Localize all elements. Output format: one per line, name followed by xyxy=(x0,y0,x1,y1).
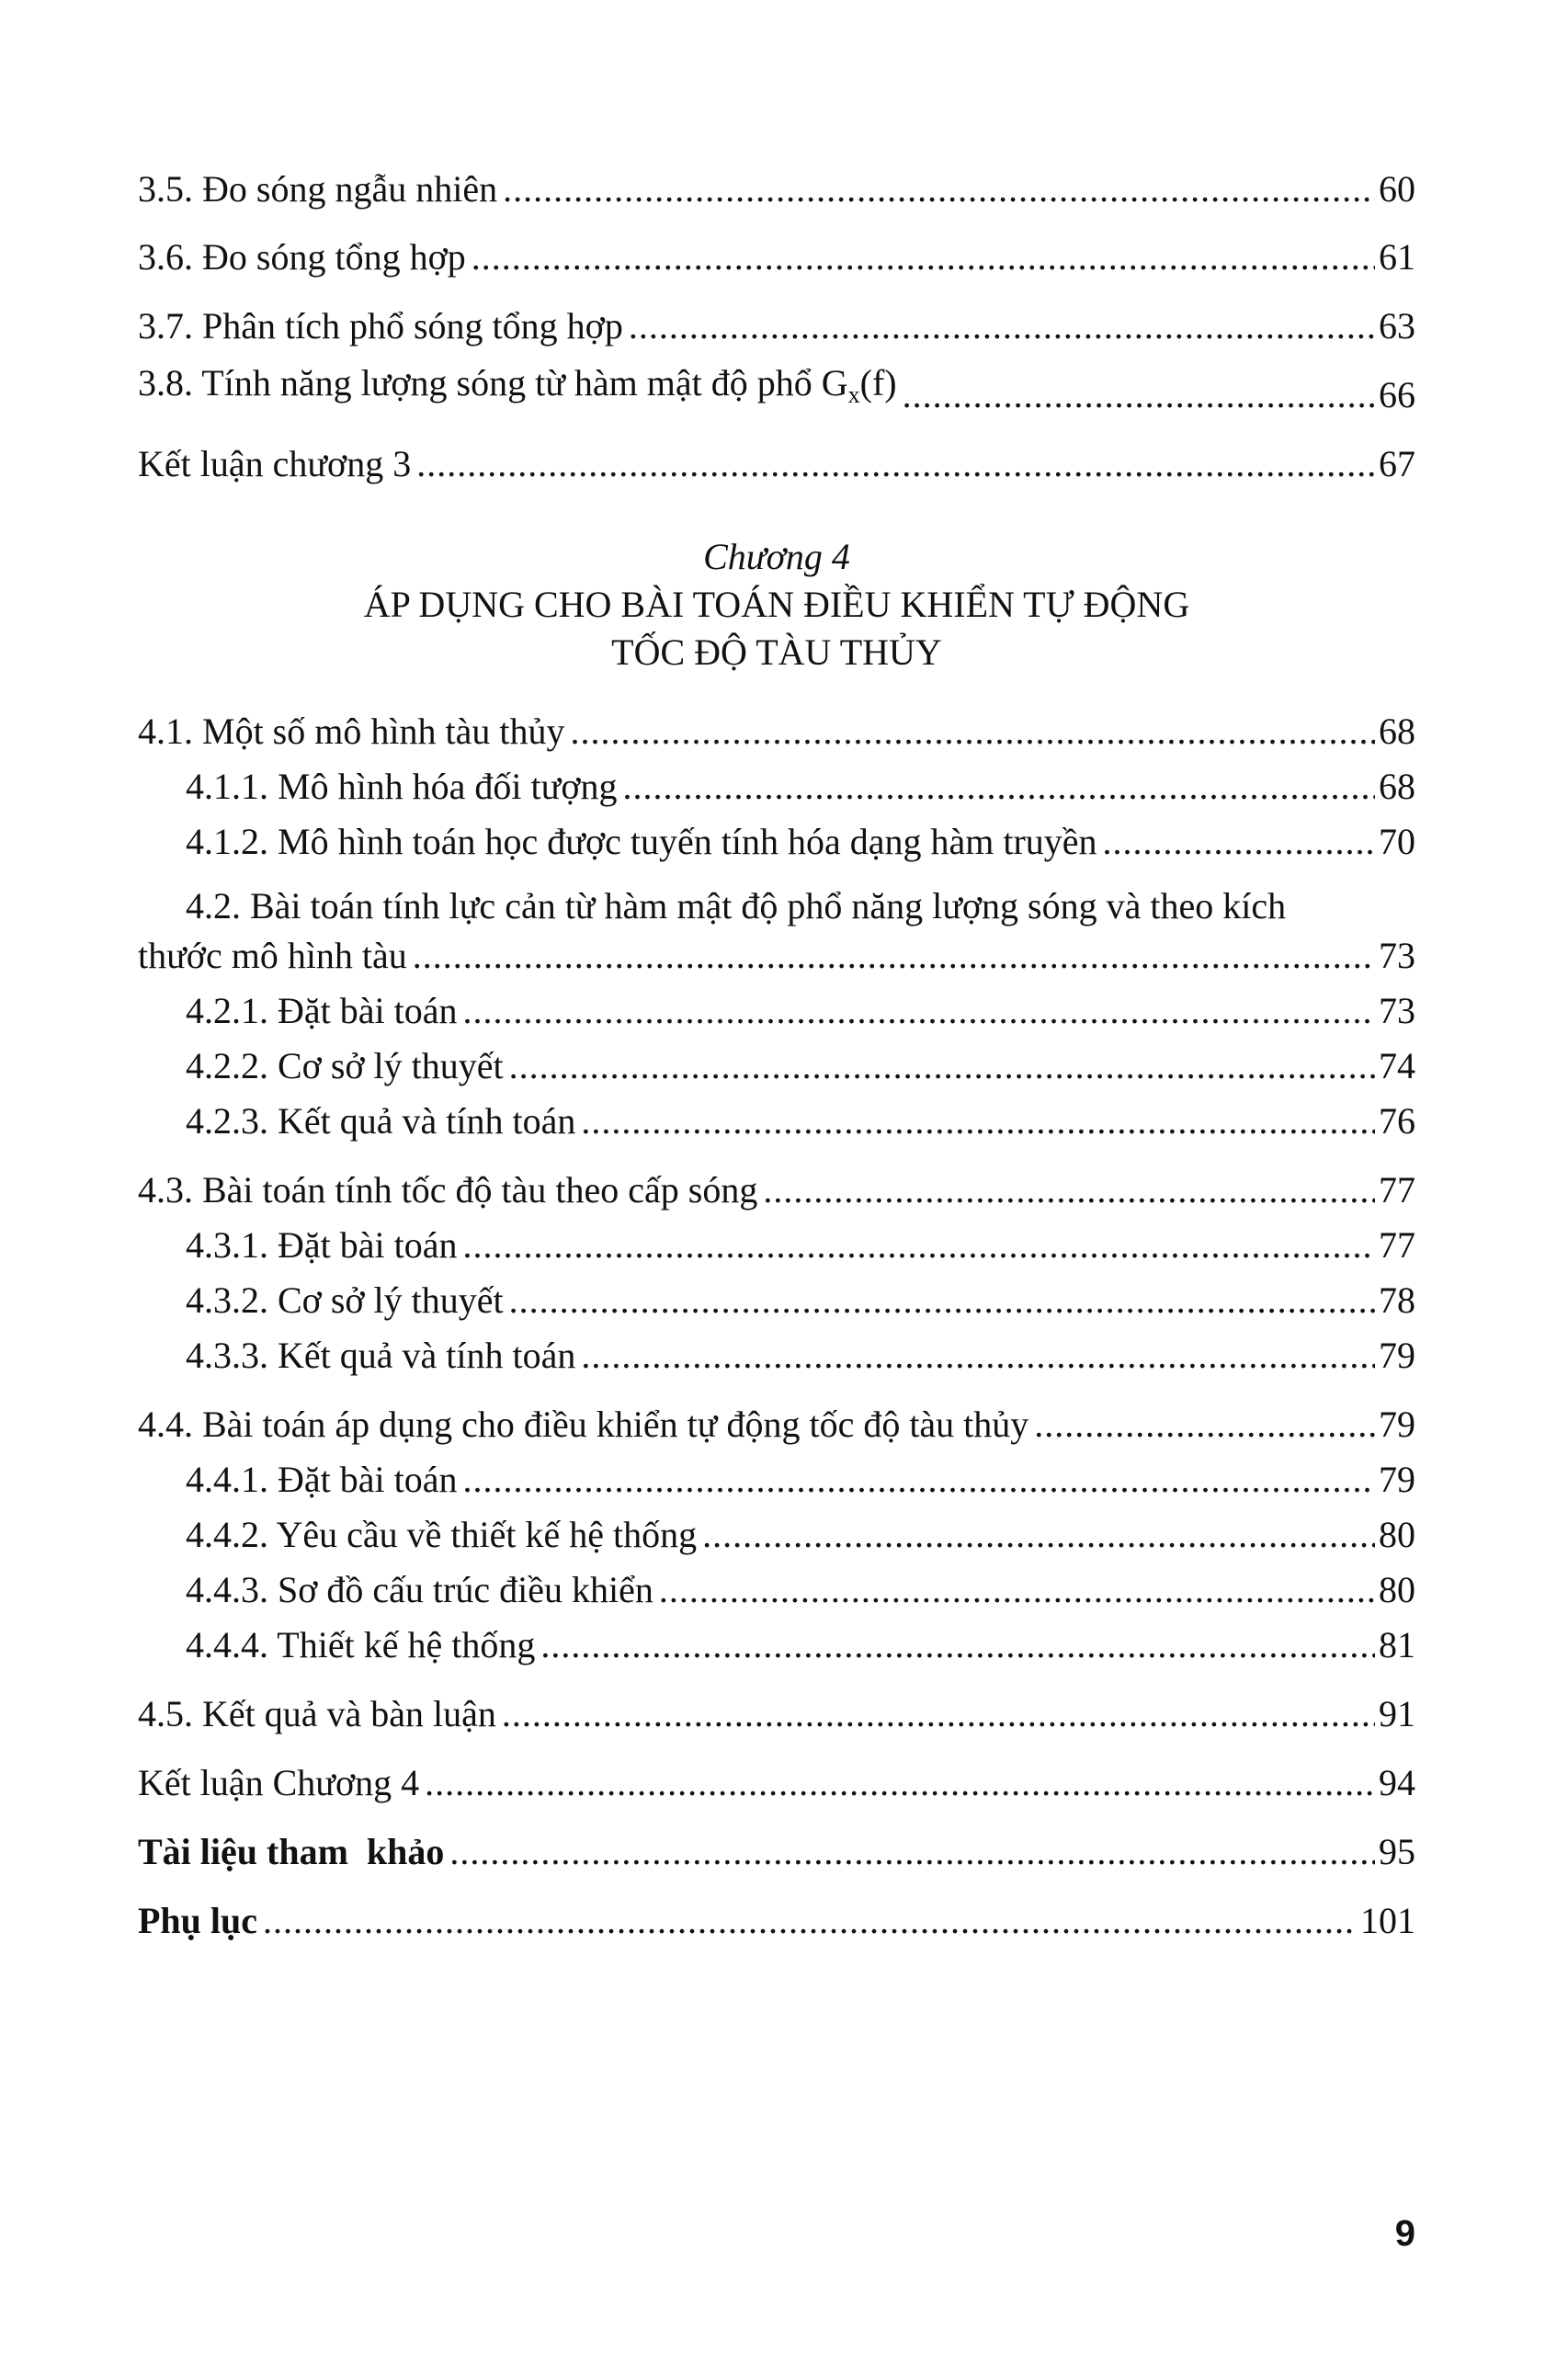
dot-leader xyxy=(503,167,1375,211)
toc-entry-page: 63 xyxy=(1379,305,1415,347)
toc-entry-page: 80 xyxy=(1379,1514,1415,1555)
chapter-number: Chương 4 xyxy=(703,536,850,577)
toc-entry-label: 4.4.1. Đặt bài toán xyxy=(186,1459,458,1500)
dot-leader xyxy=(1103,820,1375,864)
toc-entry-4-2-line-1[interactable]: 4.2. Bài toán tính lực cản từ hàm mật độ phổ năng lượng sóng và theo kích xyxy=(186,885,1287,926)
toc-entry-label: 3.8. Tính năng lượng sóng từ hàm mật độ phổ $G_x(f)$ xyxy=(138,362,897,408)
toc-entry-4-2-3[interactable] xyxy=(186,1099,1415,1143)
toc-entry-4-2-2[interactable] xyxy=(186,1044,1415,1088)
toc-entry-page: 76 xyxy=(1379,1100,1415,1142)
toc-entry-label: 4.4.3. Sơ đồ cấu trúc điều khiển xyxy=(186,1569,653,1610)
dot-leader xyxy=(425,1761,1375,1805)
toc-entry-page: 70 xyxy=(1379,821,1415,862)
dot-leader xyxy=(472,235,1375,279)
dot-leader xyxy=(763,1168,1375,1212)
toc-entry-label: Kết luận Chương 4 xyxy=(138,1762,420,1803)
toc-entry-label: 4.1.1. Mô hình hóa đối tượng xyxy=(186,766,618,807)
toc-entry-page: 78 xyxy=(1379,1279,1415,1321)
dot-leader xyxy=(263,1899,1357,1943)
toc-entry-page: 77 xyxy=(1379,1169,1415,1211)
toc-entry-3-8[interactable] xyxy=(138,362,1415,417)
toc-entry-label: 4.1. Một số mô hình tàu thủy xyxy=(138,710,565,752)
toc-entry-4-3[interactable] xyxy=(138,1168,1415,1212)
dot-leader xyxy=(416,442,1375,486)
toc-entry-ket-luan-4[interactable] xyxy=(138,1761,1415,1805)
chapter-title-line-2: TỐC ĐỘ TÀU THỦY xyxy=(611,631,942,673)
dot-leader xyxy=(502,1692,1375,1736)
toc-entry-page: 60 xyxy=(1379,168,1415,210)
toc-entry-label: 4.3. Bài toán tính tốc độ tàu theo cấp sóng xyxy=(138,1169,758,1211)
toc-entry-ket-luan-3[interactable] xyxy=(138,442,1415,486)
toc-entry-4-4[interactable] xyxy=(138,1403,1415,1447)
toc-page xyxy=(138,0,1415,2353)
dot-leader xyxy=(581,1099,1375,1143)
toc-entry-label: 3.6. Đo sóng tổng hợp xyxy=(138,236,466,278)
toc-entry-label: 4.5. Kết quả và bàn luận xyxy=(138,1693,496,1734)
dot-leader xyxy=(903,373,1375,417)
toc-entry-page: 91 xyxy=(1379,1693,1415,1734)
toc-entry-4-2-1[interactable] xyxy=(186,989,1415,1033)
page-number: 9 xyxy=(1394,2213,1415,2254)
dot-leader xyxy=(509,1279,1375,1323)
chapter-title-line-1: ÁP DỤNG CHO BÀI TOÁN ĐIỀU KHIỂN TỰ ĐỘNG xyxy=(363,584,1190,625)
dot-leader xyxy=(509,1044,1375,1088)
toc-entry-label: 4.3.3. Kết quả và tính toán xyxy=(186,1335,576,1376)
toc-entry-label: 4.3.2. Cơ sở lý thuyết xyxy=(186,1279,504,1321)
dot-leader xyxy=(1034,1403,1375,1447)
toc-entry-label: 4.2.3. Kết quả và tính toán xyxy=(186,1100,576,1142)
toc-entry-label: 4.3.1. Đặt bài toán xyxy=(186,1224,458,1266)
toc-entry-page: 73 xyxy=(1379,990,1415,1031)
toc-entry-4-1-2[interactable] xyxy=(186,820,1415,864)
toc-entry-page: 79 xyxy=(1379,1404,1415,1445)
dot-leader xyxy=(623,765,1376,809)
toc-entry-page: 94 xyxy=(1379,1762,1415,1803)
toc-entry-4-3-2[interactable] xyxy=(186,1279,1415,1323)
dot-leader xyxy=(629,304,1375,348)
toc-entry-4-4-4[interactable] xyxy=(186,1623,1415,1667)
toc-entry-references[interactable] xyxy=(138,1830,1415,1874)
toc-entry-4-4-1[interactable] xyxy=(186,1458,1415,1502)
toc-entry-page: 67 xyxy=(1379,443,1415,484)
dot-leader xyxy=(449,1830,1375,1874)
toc-entry-label: thước mô hình tàu xyxy=(138,935,407,976)
dot-leader xyxy=(463,989,1376,1033)
toc-entry-label: 4.4.4. Thiết kế hệ thống xyxy=(186,1624,536,1665)
toc-entry-label: 4.1.2. Mô hình toán học được tuyến tính hóa dạng hàm truyền xyxy=(186,821,1097,862)
toc-entry-page: 80 xyxy=(1379,1569,1415,1610)
toc-entry-page: 95 xyxy=(1379,1831,1415,1872)
toc-entry-4-1[interactable] xyxy=(138,710,1415,754)
toc-entry-page: 68 xyxy=(1379,710,1415,752)
dot-leader xyxy=(463,1223,1376,1267)
toc-entry-page: 101 xyxy=(1360,1900,1415,1941)
toc-entry-4-2[interactable] xyxy=(138,934,1415,978)
toc-entry-4-1-1[interactable] xyxy=(186,765,1415,809)
toc-entry-label: 3.7. Phân tích phổ sóng tổng hợp xyxy=(138,305,623,347)
toc-entry-4-3-3[interactable] xyxy=(186,1334,1415,1378)
toc-entry-label: Kết luận chương 3 xyxy=(138,443,412,484)
toc-entry-page: 74 xyxy=(1379,1045,1415,1086)
chapter-heading xyxy=(138,533,1415,676)
toc-entry-page: 68 xyxy=(1379,766,1415,807)
toc-entry-label: 4.4.2. Yêu cầu về thiết kế hệ thống xyxy=(186,1514,698,1555)
toc-entry-label: Phụ lục xyxy=(138,1900,258,1941)
toc-entry-label: 4.4. Bài toán áp dụng cho điều khiển tự động tốc độ tàu thủy xyxy=(138,1404,1029,1445)
toc-entry-page: 77 xyxy=(1379,1224,1415,1266)
dot-leader xyxy=(413,934,1375,978)
toc-entry-appendix[interactable] xyxy=(138,1899,1415,1943)
dot-leader xyxy=(463,1458,1376,1502)
dot-leader xyxy=(540,1623,1375,1667)
dot-leader xyxy=(702,1513,1375,1557)
toc-entry-page: 79 xyxy=(1379,1459,1415,1500)
toc-entry-label: 4.2.1. Đặt bài toán xyxy=(186,990,458,1031)
toc-entry-page: 66 xyxy=(1379,374,1415,415)
toc-entry-page: 79 xyxy=(1379,1335,1415,1376)
toc-entry-4-4-3[interactable] xyxy=(186,1568,1415,1612)
toc-entry-page: 81 xyxy=(1379,1624,1415,1665)
toc-entry-3-6[interactable] xyxy=(138,235,1415,279)
toc-entry-label: Tài liệu tham khảo xyxy=(138,1831,445,1872)
toc-entry-label: 4.2.2. Cơ sở lý thuyết xyxy=(186,1045,504,1086)
toc-entry-4-4-2[interactable] xyxy=(186,1513,1415,1557)
dot-leader xyxy=(570,710,1375,754)
toc-entry-page: 61 xyxy=(1379,236,1415,278)
toc-entry-page: 73 xyxy=(1379,935,1415,976)
dot-leader xyxy=(581,1334,1375,1378)
toc-entry-3-5[interactable] xyxy=(138,167,1415,211)
toc-entry-label: 3.5. Đo sóng ngẫu nhiên xyxy=(138,168,498,210)
toc-entry-4-3-1[interactable] xyxy=(186,1223,1415,1267)
toc-entry-4-5[interactable] xyxy=(138,1692,1415,1736)
dot-leader xyxy=(659,1568,1375,1612)
toc-entry-3-7[interactable] xyxy=(138,304,1415,348)
